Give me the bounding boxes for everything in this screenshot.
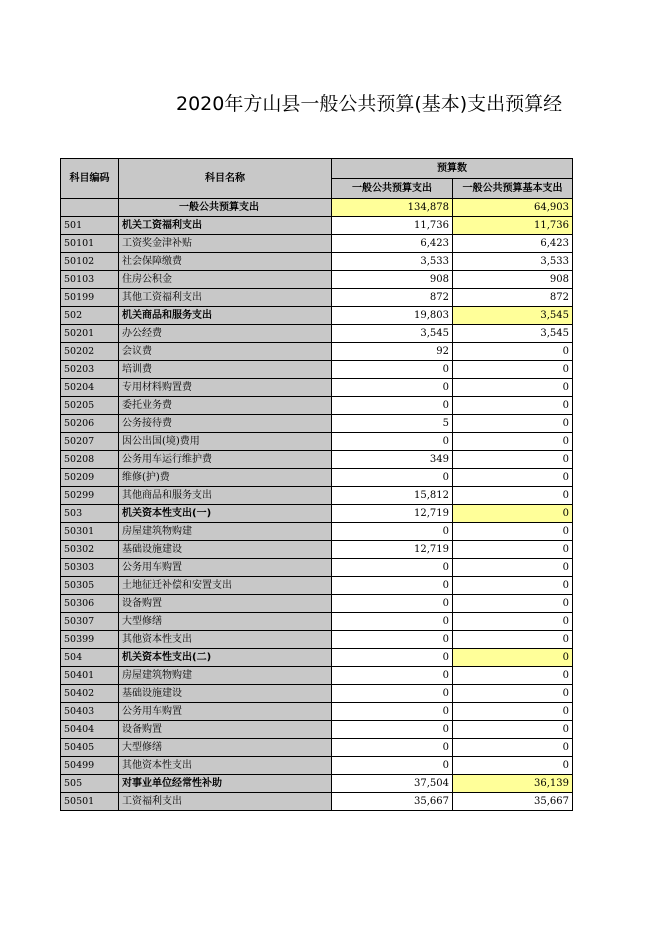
basic-budget-value: 0 <box>453 739 573 757</box>
subject-code-cell: 50305 <box>61 577 119 595</box>
general-budget-value: 3,533 <box>332 253 453 271</box>
subject-name-cell: 社会保障缴费 <box>119 253 332 271</box>
subject-name-cell: 基础设施建设 <box>119 541 332 559</box>
table-body <box>61 199 573 811</box>
general-budget-value: 37,504 <box>332 775 453 793</box>
subject-name-cell: 会议费 <box>119 343 332 361</box>
basic-budget-value: 0 <box>453 487 573 505</box>
subject-code-cell: 50103 <box>61 271 119 289</box>
general-budget-value: 0 <box>332 379 453 397</box>
subject-name-cell: 其他资本性支出 <box>119 757 332 775</box>
general-budget-value: 19,803 <box>332 307 453 325</box>
header-budget: 预算数 <box>332 159 573 179</box>
table-row <box>61 253 573 271</box>
subject-code-cell: 50303 <box>61 559 119 577</box>
table-row <box>61 505 573 523</box>
table-row <box>61 739 573 757</box>
subject-code-cell: 50307 <box>61 613 119 631</box>
subject-code-cell: 50101 <box>61 235 119 253</box>
subject-name-cell: 大型修缮 <box>119 739 332 757</box>
basic-budget-value: 0 <box>453 577 573 595</box>
general-budget-value: 92 <box>332 343 453 361</box>
table-row <box>61 487 573 505</box>
basic-budget-value: 3,533 <box>453 253 573 271</box>
subject-name-cell: 培训费 <box>119 361 332 379</box>
general-budget-value: 0 <box>332 613 453 631</box>
subject-name-cell: 工资奖金津补贴 <box>119 235 332 253</box>
subject-name-cell: 房屋建筑物购建 <box>119 667 332 685</box>
general-budget-value: 0 <box>332 577 453 595</box>
subject-name-cell: 机关商品和服务支出 <box>119 307 332 325</box>
general-budget-value: 0 <box>332 649 453 667</box>
general-budget-value: 0 <box>332 595 453 613</box>
subject-name-cell: 专用材料购置费 <box>119 379 332 397</box>
subject-code-cell: 50301 <box>61 523 119 541</box>
subject-name-cell: 机关资本性支出(二) <box>119 649 332 667</box>
subject-code-cell: 50401 <box>61 667 119 685</box>
subject-code-cell: 50501 <box>61 793 119 811</box>
subject-name-cell: 住房公积金 <box>119 271 332 289</box>
general-budget-value: 0 <box>332 469 453 487</box>
table-row <box>61 775 573 793</box>
table-row <box>61 199 573 217</box>
basic-budget-value: 35,667 <box>453 793 573 811</box>
subject-code-cell: 50299 <box>61 487 119 505</box>
table-row <box>61 757 573 775</box>
basic-budget-value: 0 <box>453 631 573 649</box>
basic-budget-value: 0 <box>453 613 573 631</box>
subject-code-cell: 50199 <box>61 289 119 307</box>
general-budget-value: 3,545 <box>332 325 453 343</box>
subject-code-cell <box>61 199 119 217</box>
basic-budget-value: 0 <box>453 451 573 469</box>
report-title: 2020年方山县一般公共预算(基本)支出预算经 <box>176 93 563 115</box>
table-row <box>61 685 573 703</box>
basic-budget-value: 0 <box>453 379 573 397</box>
table-row <box>61 703 573 721</box>
subject-code-cell: 502 <box>61 307 119 325</box>
subject-name-cell: 房屋建筑物购建 <box>119 523 332 541</box>
basic-budget-value: 0 <box>453 397 573 415</box>
table-row <box>61 577 573 595</box>
table-row <box>61 271 573 289</box>
table-row <box>61 361 573 379</box>
table-row <box>61 397 573 415</box>
general-budget-value: 0 <box>332 685 453 703</box>
subject-name-cell: 维修(护)费 <box>119 469 332 487</box>
subject-name-cell: 公务用车购置 <box>119 703 332 721</box>
table-row <box>61 523 573 541</box>
subject-name-cell: 公务用车购置 <box>119 559 332 577</box>
subject-code-cell: 50207 <box>61 433 119 451</box>
table-row <box>61 235 573 253</box>
subject-code-cell: 50404 <box>61 721 119 739</box>
subject-name-cell: 公务用车运行维护费 <box>119 451 332 469</box>
subject-name-cell: 基础设施建设 <box>119 685 332 703</box>
basic-budget-value: 0 <box>453 703 573 721</box>
header-general-budget: 一般公共预算支出 <box>332 179 453 199</box>
general-budget-value: 0 <box>332 631 453 649</box>
general-budget-value: 0 <box>332 703 453 721</box>
table-row <box>61 217 573 235</box>
subject-code-cell: 50499 <box>61 757 119 775</box>
subject-name-cell: 办公经费 <box>119 325 332 343</box>
subject-name-cell: 大型修缮 <box>119 613 332 631</box>
basic-budget-value: 36,139 <box>453 775 573 793</box>
table-row <box>61 667 573 685</box>
basic-budget-value: 3,545 <box>453 307 573 325</box>
header-basic-budget: 一般公共预算基本支出 <box>453 179 573 199</box>
general-budget-value: 12,719 <box>332 505 453 523</box>
table-row <box>61 793 573 811</box>
subject-code-cell: 50399 <box>61 631 119 649</box>
subject-code-cell: 501 <box>61 217 119 235</box>
basic-budget-value: 0 <box>453 595 573 613</box>
basic-budget-value: 0 <box>453 667 573 685</box>
basic-budget-value: 0 <box>453 721 573 739</box>
general-budget-value: 0 <box>332 739 453 757</box>
table-row <box>61 451 573 469</box>
basic-budget-value: 0 <box>453 559 573 577</box>
table-row <box>61 289 573 307</box>
subject-code-cell: 50403 <box>61 703 119 721</box>
table-row <box>61 595 573 613</box>
general-budget-value: 6,423 <box>332 235 453 253</box>
subject-name-cell: 因公出国(境)费用 <box>119 433 332 451</box>
table-row <box>61 559 573 577</box>
general-budget-value: 0 <box>332 523 453 541</box>
basic-budget-value: 6,423 <box>453 235 573 253</box>
general-budget-value: 908 <box>332 271 453 289</box>
general-budget-value: 872 <box>332 289 453 307</box>
basic-budget-value: 0 <box>453 469 573 487</box>
table-row <box>61 307 573 325</box>
basic-budget-value: 0 <box>453 361 573 379</box>
basic-budget-value: 11,736 <box>453 217 573 235</box>
table-row <box>61 649 573 667</box>
subject-name-cell: 其他商品和服务支出 <box>119 487 332 505</box>
subject-code-cell: 50205 <box>61 397 119 415</box>
basic-budget-value: 0 <box>453 685 573 703</box>
general-budget-value: 12,719 <box>332 541 453 559</box>
table-row <box>61 379 573 397</box>
basic-budget-value: 0 <box>453 541 573 559</box>
subject-code-cell: 504 <box>61 649 119 667</box>
general-budget-value: 0 <box>332 757 453 775</box>
subject-name-cell: 一般公共预算支出 <box>119 199 332 217</box>
table-row <box>61 613 573 631</box>
table-row <box>61 721 573 739</box>
table-header <box>61 159 573 199</box>
table-row <box>61 343 573 361</box>
subject-code-cell: 50302 <box>61 541 119 559</box>
general-budget-value: 134,878 <box>332 199 453 217</box>
subject-name-cell: 机关工资福利支出 <box>119 217 332 235</box>
table-row <box>61 631 573 649</box>
subject-name-cell: 对事业单位经常性补助 <box>119 775 332 793</box>
general-budget-value: 349 <box>332 451 453 469</box>
subject-code-cell: 50203 <box>61 361 119 379</box>
subject-code-cell: 50102 <box>61 253 119 271</box>
basic-budget-value: 64,903 <box>453 199 573 217</box>
subject-code-cell: 50206 <box>61 415 119 433</box>
basic-budget-value: 0 <box>453 757 573 775</box>
budget-table <box>60 158 573 811</box>
general-budget-value: 5 <box>332 415 453 433</box>
subject-name-cell: 机关资本性支出(一) <box>119 505 332 523</box>
subject-code-cell: 50405 <box>61 739 119 757</box>
header-name: 科目名称 <box>119 159 332 199</box>
table-row <box>61 541 573 559</box>
table-row <box>61 469 573 487</box>
general-budget-value: 0 <box>332 433 453 451</box>
general-budget-value: 0 <box>332 361 453 379</box>
general-budget-value: 0 <box>332 559 453 577</box>
subject-code-cell: 50209 <box>61 469 119 487</box>
subject-code-cell: 505 <box>61 775 119 793</box>
subject-code-cell: 50204 <box>61 379 119 397</box>
table-row <box>61 433 573 451</box>
subject-code-cell: 50201 <box>61 325 119 343</box>
subject-code-cell: 50208 <box>61 451 119 469</box>
subject-name-cell: 设备购置 <box>119 595 332 613</box>
basic-budget-value: 0 <box>453 433 573 451</box>
subject-name-cell: 其他资本性支出 <box>119 631 332 649</box>
general-budget-value: 0 <box>332 667 453 685</box>
general-budget-value: 11,736 <box>332 217 453 235</box>
subject-name-cell: 其他工资福利支出 <box>119 289 332 307</box>
general-budget-value: 15,812 <box>332 487 453 505</box>
table-row <box>61 325 573 343</box>
subject-name-cell: 工资福利支出 <box>119 793 332 811</box>
subject-code-cell: 50306 <box>61 595 119 613</box>
subject-code-cell: 50202 <box>61 343 119 361</box>
subject-name-cell: 土地征迁补偿和安置支出 <box>119 577 332 595</box>
subject-code-cell: 503 <box>61 505 119 523</box>
basic-budget-value: 0 <box>453 523 573 541</box>
basic-budget-value: 0 <box>453 415 573 433</box>
general-budget-value: 0 <box>332 397 453 415</box>
basic-budget-value: 908 <box>453 271 573 289</box>
subject-code-cell: 50402 <box>61 685 119 703</box>
subject-name-cell: 公务接待费 <box>119 415 332 433</box>
basic-budget-value: 0 <box>453 649 573 667</box>
basic-budget-value: 0 <box>453 505 573 523</box>
subject-name-cell: 设备购置 <box>119 721 332 739</box>
general-budget-value: 0 <box>332 721 453 739</box>
basic-budget-value: 0 <box>453 343 573 361</box>
basic-budget-value: 3,545 <box>453 325 573 343</box>
header-code: 科目编码 <box>61 159 119 199</box>
subject-name-cell: 委托业务费 <box>119 397 332 415</box>
table-row <box>61 415 573 433</box>
basic-budget-value: 872 <box>453 289 573 307</box>
general-budget-value: 35,667 <box>332 793 453 811</box>
